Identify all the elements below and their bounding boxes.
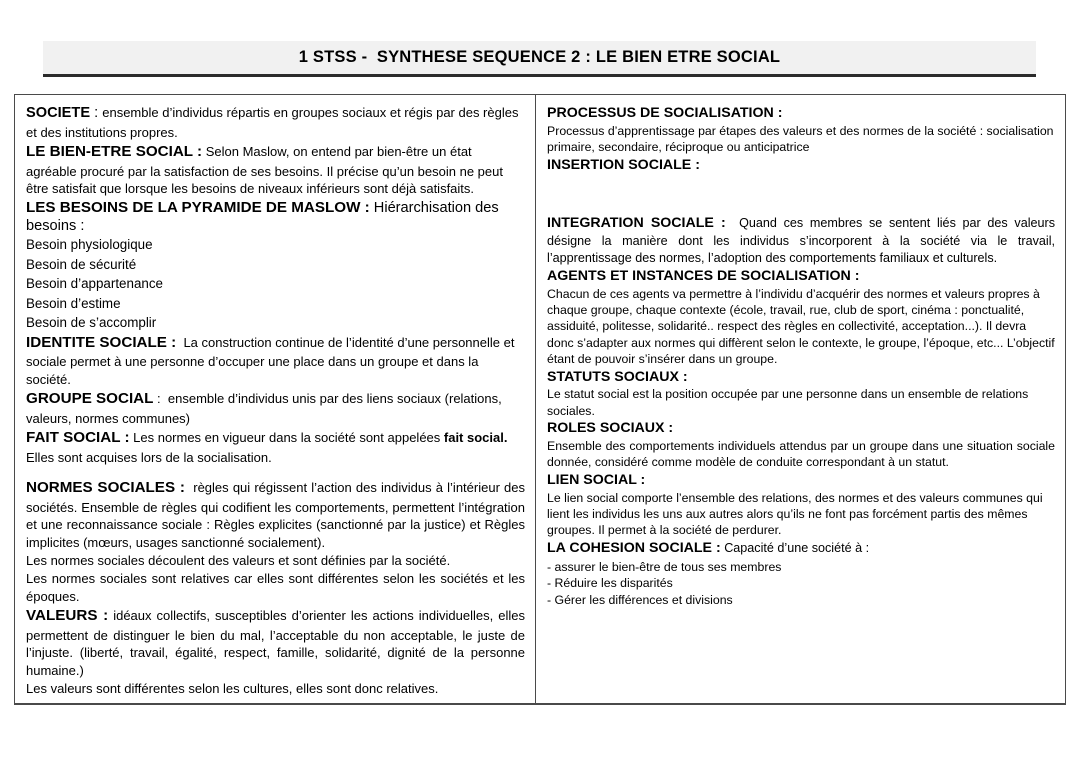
list-item: Besoin de s’accomplir <box>26 315 157 331</box>
paragraph-spacer <box>547 174 1055 214</box>
definition-fait-social-heading: FAIT SOCIAL : <box>26 429 130 447</box>
definition-societe-body: ensemble d’individus répartis en groupes sociaux et régis par des règles et des institutions propres. <box>26 105 519 140</box>
definition-normes-sociales-line2: Les normes sociales découlent des valeurs et sont définies par la société. <box>26 553 451 569</box>
definition-pyramide-maslow-heading: LES BESOINS DE LA PYRAMIDE DE MASLOW : <box>26 198 370 216</box>
page-title: 1 STSS - SYNTHESE SEQUENCE 2 : LE BIEN ETRE SOCIAL <box>298 48 781 66</box>
definition-cohesion-sociale-body: Capacité d’une société à : <box>724 541 870 556</box>
spacer <box>185 480 193 495</box>
definition-normes-sociales-body: règles qui régissent l’action des individus à l’intérieur des sociétés. Ensemble de règles qui codifient les comportements, permettent l’intégration et une reconnaissance sociale : Règles explicites (sanctionné par la justice) et Règles implicites (mœurs, usages sanctionné socialement). <box>26 479 526 550</box>
definition-identite-sociale-body: La construction continue de l’identité d’une personnelle et sociale permet à une personne d’occuper une place dans un groupe et dans la société. <box>26 334 515 388</box>
definition-groupe-social-separator: : <box>153 391 165 407</box>
definition-statuts-sociaux-body: Le statut social est la position occupée par une personne dans un ensemble de relations sociales. <box>547 387 1029 418</box>
definition-bien-etre-social-heading: LE BIEN-ETRE SOCIAL : <box>26 143 203 161</box>
list-item: - Gérer les différences et divisions <box>547 593 733 608</box>
list-item: - Réduire les disparités <box>547 576 673 591</box>
list-item: - assurer le bien-être de tous ses membres <box>547 559 782 574</box>
paragraph-spacer <box>26 467 525 478</box>
definition-integration-sociale-body: Quand ces membres se sentent liés par des valeurs désigne la manière dont les individus s’incorporent à la société via le travail, l’apprentissage des normes, l’adoption des comportements familiaux et culturels. <box>547 216 1055 265</box>
definition-bien-etre-social-body: Selon Maslow, on entend par bien-être un état agréable procuré par la satisfaction de ses besoins. Il précise qu’un besoin ne peut être satisfait que lorsque les besoins de niveaux inférieurs sont déjà satisfaits. <box>26 144 503 197</box>
definition-roles-sociaux-heading: ROLES SOCIAUX : <box>547 420 674 437</box>
definition-statuts-sociaux-heading-row <box>547 368 1055 386</box>
definition-societe-heading: SOCIETE <box>26 105 91 121</box>
definition-processus-socialisation-heading: PROCESSUS DE SOCIALISATION : <box>547 105 783 121</box>
definition-pyramide-maslow-body: Hiérarchisation des besoins : <box>26 199 499 234</box>
definition-bien-etre-social <box>26 142 525 198</box>
list-item: Besoin de sécurité <box>26 256 137 272</box>
definition-cohesion-sociale <box>547 539 1055 558</box>
table-cell-right-column <box>536 95 1065 703</box>
definition-insertion-sociale-heading-row <box>547 156 1055 174</box>
definition-normes-sociales <box>26 478 525 552</box>
definition-societe-separator: : <box>90 105 103 121</box>
definition-roles-sociaux-body: Ensemble des comportements individuels attendus par un groupe dans une situation sociale donnée, considéré comme modèle de conduite correspondant à un statut. <box>547 438 1055 470</box>
definition-societe <box>26 104 525 142</box>
definition-insertion-sociale-heading: INSERTION SOCIALE : <box>547 156 700 173</box>
definition-groupe-social-heading: GROUPE SOCIAL <box>26 390 154 408</box>
definition-valeurs <box>26 606 525 680</box>
definition-cohesion-sociale-heading: LA COHESION SOCIALE : <box>547 540 721 557</box>
spacer <box>726 216 739 230</box>
definition-lien-social-body: Le lien social comporte l’ensemble des relations, des normes et des valeurs communes qui lient les individus les uns aux autres alors qu’ils ne font pas forcément partis des mêmes groupes. Il permet à la société de perdurer. <box>547 490 1043 538</box>
definition-valeurs-line2: Les valeurs sont différentes selon les cultures, elles sont donc relatives. <box>26 681 439 697</box>
definition-normes-sociales-heading: NORMES SOCIALES : <box>26 478 185 496</box>
definition-statuts-sociaux-heading: STATUTS SOCIAUX : <box>547 368 688 385</box>
definition-pyramide-maslow <box>26 199 525 235</box>
list-item: Besoin d’estime <box>26 295 121 311</box>
definition-integration-sociale-heading: INTEGRATION SOCIALE : <box>547 215 726 232</box>
definition-processus-socialisation-body: Processus d’apprentissage par étapes des valeurs et des normes de la société : socialisation primaire, secondaire, réciproque ou anticipatrice <box>547 123 1054 154</box>
definitions-table <box>14 94 1066 705</box>
definition-valeurs-body: idéaux collectifs, susceptibles d’orienter les actions individuelles, elles permettent de distinguer le bien du mal, l’acceptable du non acceptable, le juste de l’injuste. (liberté, travail, égalité, respect, famille, solidarité, dignité de la personne humaine.) <box>26 608 526 679</box>
definition-groupe-social <box>26 389 525 427</box>
table-cell-left-column <box>15 95 536 703</box>
definition-valeurs-heading: VALEURS : <box>26 607 109 625</box>
definition-lien-social-heading-row <box>547 471 1055 489</box>
definition-fait-social <box>26 428 525 466</box>
definition-identite-sociale-heading: IDENTITE SOCIALE : <box>26 333 177 351</box>
definition-normes-sociales-line3: Les normes sociales sont relatives car elles sont différentes selon les sociétés et les époques. <box>26 571 526 604</box>
definition-processus-socialisation-heading-row <box>547 104 1055 122</box>
definition-fait-social-body-part1: Les normes en vigueur dans la société sont appelées <box>133 430 444 446</box>
definition-agents-instances-body: Chacun de ces agents va permettre à l’individu d’acquérir des normes et valeurs propres à chaque groupe, chaque contexte (école, travail, rue, club de sport, cinéma : ponctualité, assiduité, politesse, solidarité.. respect des règles en collectivité, acceptation...). Il devra donc s’adapter aux normes qui diffèrent selon le contexte, le groupe, l’époque, etc... L’objectif étant de pouvoir s’insérer dans un groupe. <box>547 286 1055 366</box>
document-title-banner <box>43 41 1036 77</box>
definition-fait-social-body-part2: Elles sont acquises lors de la socialisation. <box>26 449 272 465</box>
definition-integration-sociale <box>547 214 1055 266</box>
definition-agents-instances-heading-row <box>547 267 1055 285</box>
list-item: Besoin d’appartenance <box>26 276 163 292</box>
definition-groupe-social-body: ensemble d’individus unis par des liens sociaux (relations, valeurs, normes communes) <box>26 391 502 426</box>
definition-fait-social-emphasis: fait social. <box>443 430 508 446</box>
definition-roles-sociaux-heading-row <box>547 419 1055 437</box>
definition-identite-sociale <box>26 333 525 389</box>
definition-agents-instances-heading: AGENTS ET INSTANCES DE SOCIALISATION : <box>547 268 860 285</box>
list-item: Besoin physiologique <box>26 237 153 253</box>
definition-lien-social-heading: LIEN SOCIAL : <box>547 472 646 489</box>
